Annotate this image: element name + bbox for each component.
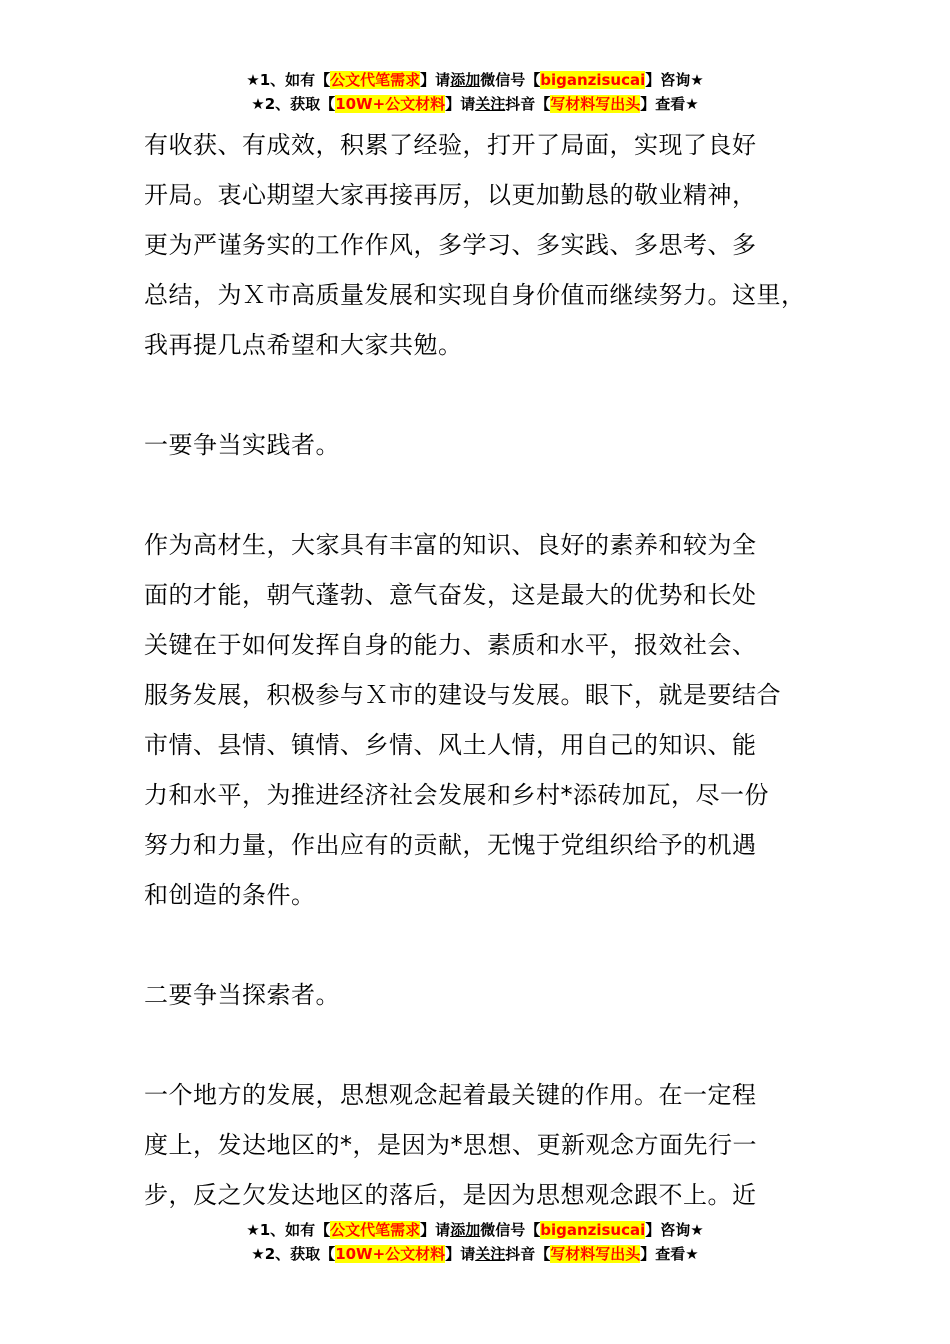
highlight-materials: 10W+公文材料	[335, 95, 446, 113]
highlight-service: 公文代笔需求	[330, 1221, 421, 1239]
paragraph-2	[144, 520, 834, 920]
highlight-materials: 10W+公文材料	[335, 1245, 446, 1263]
banner-text: ★1、如有【	[246, 71, 331, 89]
text-line: 市情、县情、镇情、乡情、风土人情，用自己的知识、能	[144, 731, 757, 759]
banner-text: ★2、获取【	[251, 95, 336, 113]
text-line: 力和水平，为推进经济社会发展和乡村*添砖加瓦，尽一份	[144, 781, 769, 809]
paragraph-gap	[144, 470, 834, 520]
highlight-wechat-id: biganzisucai	[540, 71, 646, 89]
highlight-wechat-id: biganzisucai	[540, 1221, 646, 1239]
text-line: 和创造的条件。	[144, 881, 316, 909]
banner-line-2	[0, 1242, 950, 1266]
underlined-text: 添加	[450, 1221, 481, 1239]
banner-text: 抖音【	[505, 95, 551, 113]
text-line: 我再提几点希望和大家共勉。	[144, 331, 463, 359]
text-line: 开局。衷心期望大家再接再厉，以更加勤恳的敬业精神，	[144, 181, 757, 209]
banner-text: ★2、获取【	[251, 1245, 336, 1263]
paragraph-gap	[144, 1020, 834, 1070]
text-line: 有收获、有成效，积累了经验，打开了局面，实现了良好	[144, 131, 757, 159]
banner-text: 】请	[445, 1245, 476, 1263]
text-line: 步，反之欠发达地区的落后，是因为思想观念跟不上。近	[144, 1181, 757, 1209]
text-line: 努力和力量，作出应有的贡献，无愧于党组织给予的机遇	[144, 831, 757, 859]
banner-text: 】咨询★	[645, 1221, 704, 1239]
banner-text: 】查看★	[640, 1245, 699, 1263]
paragraph-gap	[144, 370, 834, 420]
text-line: 作为高材生，大家具有丰富的知识、良好的素养和较为全	[144, 531, 757, 559]
banner-text: 】请	[420, 1221, 451, 1239]
text-line: 面的才能，朝气蓬勃、意气奋发，这是最大的优势和长处	[144, 581, 757, 609]
banner-text: ★1、如有【	[246, 1221, 331, 1239]
paragraph-1	[144, 120, 834, 370]
paragraph-gap	[144, 920, 834, 970]
underlined-text: 关注	[475, 95, 506, 113]
highlight-douyin-account: 写材料写出头	[550, 95, 641, 113]
banner-text: 微信号【	[480, 71, 541, 89]
section-heading-1: 一要争当实践者。	[144, 431, 340, 459]
footer-banner	[0, 1218, 950, 1266]
paragraph-3	[144, 1070, 834, 1220]
highlight-douyin-account: 写材料写出头	[550, 1245, 641, 1263]
banner-text: 微信号【	[480, 1221, 541, 1239]
text-line: 服务发展，积极参与Ｘ市的建设与发展。眼下，就是要结合	[144, 681, 781, 709]
banner-text: 抖音【	[505, 1245, 551, 1263]
document-body	[144, 120, 834, 1220]
highlight-service: 公文代笔需求	[330, 71, 421, 89]
banner-line-2	[0, 92, 950, 116]
underlined-text: 添加	[450, 71, 481, 89]
banner-text: 】请	[420, 71, 451, 89]
banner-line-1	[0, 1218, 950, 1242]
banner-line-1	[0, 68, 950, 92]
banner-text: 】请	[445, 95, 476, 113]
text-line: 更为严谨务实的工作作风，多学习、多实践、多思考、多	[144, 231, 757, 259]
text-line: 一个地方的发展，思想观念起着最关键的作用。在一定程	[144, 1081, 757, 1109]
banner-text: 】查看★	[640, 95, 699, 113]
text-line: 总结，为Ｘ市高质量发展和实现自身价值而继续努力。这里，	[144, 281, 806, 309]
header-banner	[0, 68, 950, 116]
text-line: 关键在于如何发挥自身的能力、素质和水平，报效社会、	[144, 631, 757, 659]
underlined-text: 关注	[475, 1245, 506, 1263]
section-heading-2: 二要争当探索者。	[144, 981, 340, 1009]
text-line: 度上，发达地区的*，是因为*思想、更新观念方面先行一	[144, 1131, 757, 1159]
banner-text: 】咨询★	[645, 71, 704, 89]
